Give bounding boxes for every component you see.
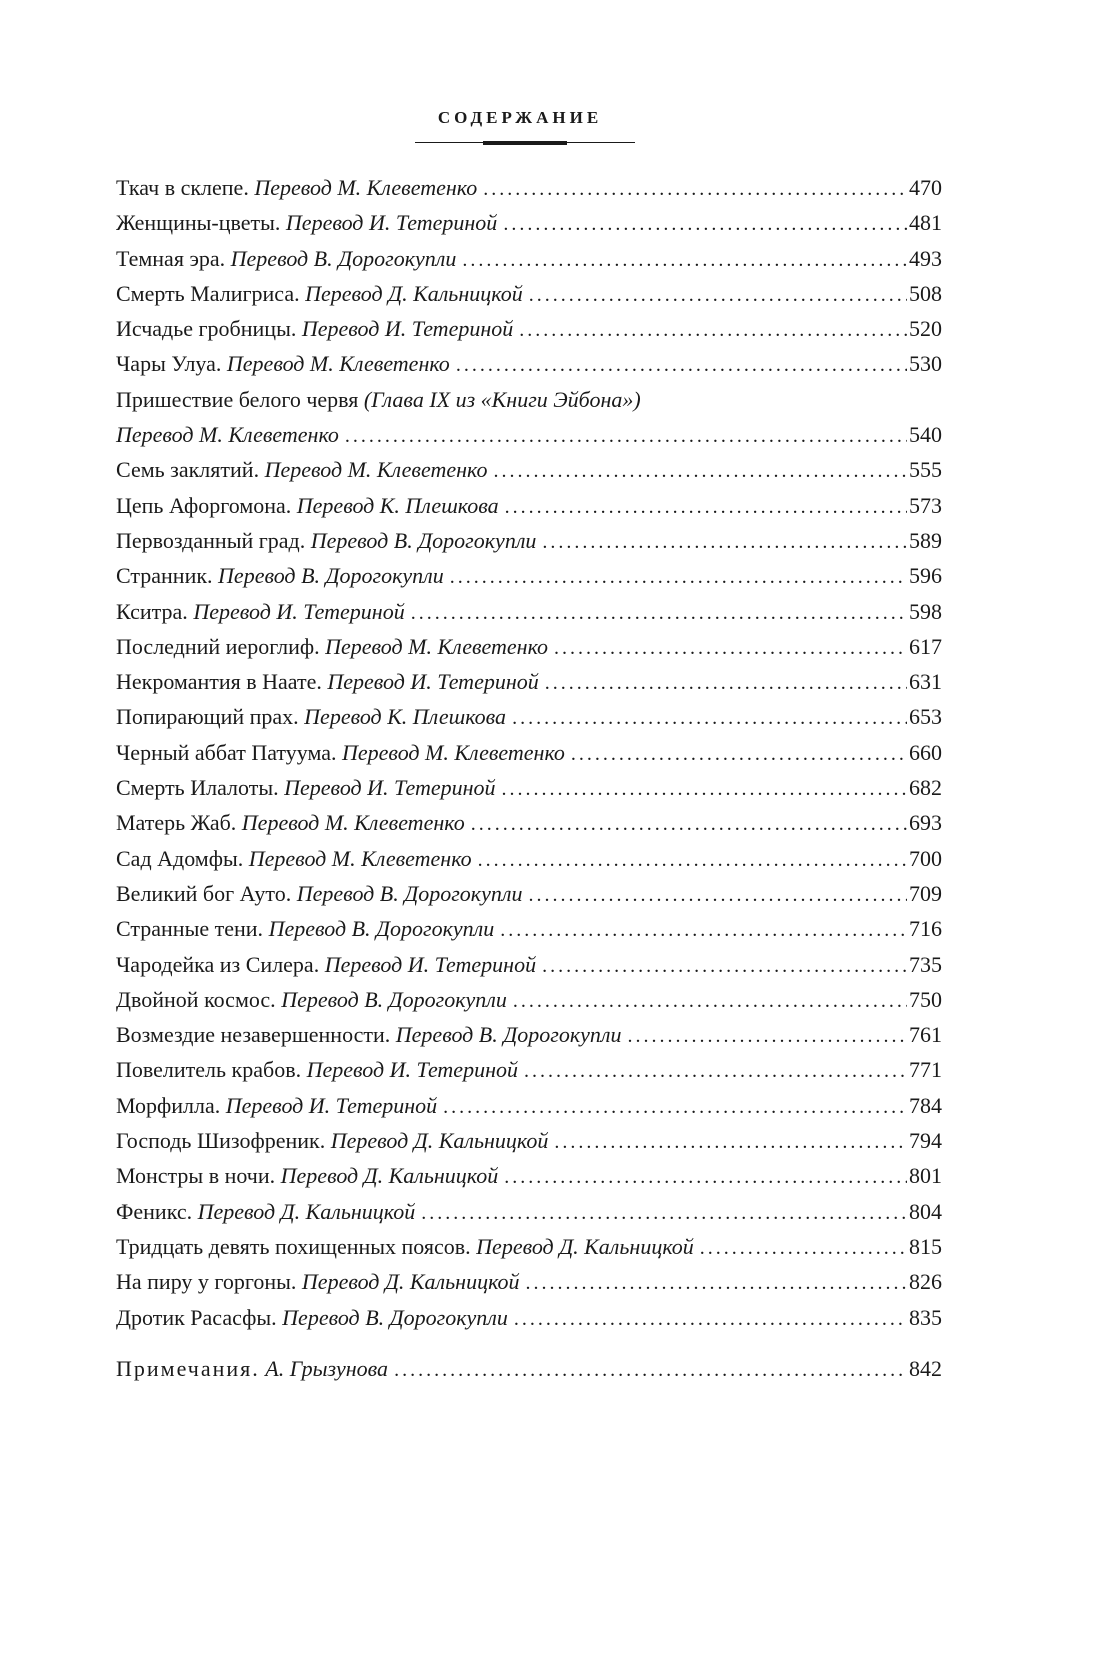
toc-entry: [116, 982, 942, 1017]
toc-entry: [116, 1300, 942, 1335]
dot-leader: [450, 558, 907, 595]
entry-page: 835: [909, 1304, 942, 1330]
entry-page: 693: [909, 810, 942, 836]
entry-title: Смерть Илалоты.: [116, 775, 279, 801]
dot-leader: [514, 1300, 907, 1337]
entry-page: 784: [909, 1092, 942, 1118]
toc-entry: [116, 1088, 942, 1123]
entry-page: 540: [909, 422, 942, 448]
entry-translator: Перевод К. Плешкова: [296, 492, 499, 518]
entry-page: 660: [909, 739, 942, 765]
entry-page: 631: [909, 669, 942, 695]
entry-translator: Перевод И. Тетериной: [193, 598, 405, 624]
entry-title: Монстры в ночи.: [116, 1163, 276, 1189]
entry-title: На пиру у горгоны.: [116, 1269, 297, 1295]
entry-translator: Перевод И. Тетериной: [284, 775, 496, 801]
dot-leader: [700, 1229, 907, 1266]
entry-title: Матерь Жаб.: [116, 810, 237, 836]
toc-entry: [116, 452, 942, 487]
entry-translator: Перевод М. Клеветенко: [116, 422, 339, 448]
dot-leader: [529, 276, 907, 313]
dot-leader: [505, 488, 907, 525]
dot-leader: [462, 241, 907, 278]
dot-leader: [483, 170, 907, 207]
toc-entry-first-line: [116, 382, 942, 417]
entry-page: 750: [909, 986, 942, 1012]
toc-entry-notes: [116, 1351, 942, 1386]
toc-entry: [116, 735, 942, 770]
entry-title: Морфилла.: [116, 1092, 221, 1118]
dot-leader: [627, 1017, 907, 1054]
entry-page: 530: [909, 351, 942, 377]
entry-page: 573: [909, 492, 942, 518]
entry-page: 617: [909, 633, 942, 659]
entry-title: Странные тени.: [116, 916, 264, 942]
toc-entry: [116, 1194, 942, 1229]
entry-page: 481: [909, 210, 942, 236]
entry-translator: Перевод Д. Кальницкой: [280, 1163, 499, 1189]
entry-translator: Перевод В. Дорогокупли: [296, 880, 523, 906]
dot-leader: [542, 947, 907, 984]
entry-translator: Перевод И. Тетериной: [306, 1057, 518, 1083]
entry-translator: Перевод И. Тетериной: [225, 1092, 438, 1118]
entry-translator: Перевод М. Клеветенко: [226, 351, 450, 377]
entry-title: Кситра.: [116, 598, 188, 624]
dot-leader: [528, 876, 907, 913]
entry-title: Повелитель крабов.: [116, 1057, 302, 1083]
dot-leader: [421, 1194, 907, 1231]
dot-leader: [512, 699, 907, 736]
entry-page: 804: [909, 1198, 942, 1224]
toc-entry: [116, 841, 942, 876]
entry-title: Ткач в склепе.: [116, 175, 249, 200]
entry-title: Некромантия в Наате.: [116, 669, 322, 695]
entry-title: Пришествие белого червя: [116, 386, 359, 412]
entry-translator: Перевод Д. Кальницкой: [301, 1269, 520, 1295]
entry-page: 709: [909, 880, 942, 906]
entry-page: 520: [909, 316, 942, 342]
entry-page: 826: [909, 1269, 942, 1295]
toc-list: [116, 170, 942, 1386]
entry-translator: Перевод М. Клеветенко: [264, 457, 488, 483]
dot-leader: [526, 1264, 907, 1301]
entry-page: 555: [909, 457, 942, 483]
dot-leader: [554, 1123, 907, 1160]
toc-entry: [116, 205, 942, 240]
dot-leader: [524, 1052, 907, 1089]
entry-title: Чары Улуа.: [116, 351, 222, 377]
dot-leader: [554, 629, 907, 666]
dot-leader: [542, 523, 907, 560]
dot-leader: [394, 1351, 907, 1388]
dot-leader: [345, 417, 907, 454]
dot-leader: [500, 911, 907, 948]
toc-entry: [116, 276, 942, 311]
entry-translator: Перевод В. Дорогокупли: [230, 245, 457, 271]
notes-author: А. Грызунова: [265, 1355, 389, 1381]
entry-page: 596: [909, 563, 942, 589]
entry-title: Семь заклятий.: [116, 457, 260, 483]
entry-translator: Перевод М. Клеветенко: [325, 633, 549, 659]
toc-entry: [116, 805, 942, 840]
entry-page: 771: [909, 1057, 942, 1083]
dot-leader: [545, 664, 907, 701]
toc-entry: [116, 311, 942, 346]
entry-translator: Перевод Д. Кальницкой: [197, 1198, 416, 1224]
entry-title: Смерть Малигриса.: [116, 280, 300, 306]
entry-translator: Перевод М. Клеветенко: [342, 739, 565, 765]
entry-title: Дротик Расасфы.: [116, 1304, 277, 1330]
entry-translator: Перевод В. Дорогокупли: [281, 986, 507, 1012]
entry-title: Чародейка из Силера.: [116, 951, 320, 977]
entry-translator: Перевод В. Дорогокупли: [282, 1304, 508, 1330]
entry-translator: Перевод В. Дорогокупли: [218, 563, 444, 589]
toc-entry: [116, 876, 942, 911]
entry-translator: Перевод М. Клеветенко: [241, 810, 465, 836]
entry-title: Странник.: [116, 563, 213, 589]
entry-page: 470: [909, 175, 942, 200]
dot-leader: [503, 205, 907, 242]
entry-page: 716: [909, 916, 942, 942]
entry-title: Последний иероглиф.: [116, 633, 320, 659]
dot-leader: [571, 735, 907, 772]
entry-page: 589: [909, 527, 942, 553]
entry-title: Двойной космос.: [116, 986, 276, 1012]
toc-entry: [116, 241, 942, 276]
entry-page: 598: [909, 598, 942, 624]
toc-entry: [116, 699, 942, 734]
toc-entry: [116, 664, 942, 699]
dot-leader: [502, 770, 907, 807]
entry-title: Женщины-цветы.: [116, 210, 281, 236]
toc-entry: [116, 1158, 942, 1193]
entry-title: Сад Адомфы.: [116, 845, 244, 871]
toc-entry: [116, 594, 942, 629]
entry-title: Темная эра.: [116, 245, 226, 271]
toc-entry: [116, 1123, 942, 1158]
entry-translator: Перевод В. Дорогокупли: [395, 1022, 622, 1048]
entry-page: 794: [909, 1128, 942, 1154]
entry-translator: Перевод И. Тетериной: [327, 669, 539, 695]
entry-translator: Перевод Д. Кальницкой: [476, 1233, 694, 1259]
entry-title: Феникс.: [116, 1198, 193, 1224]
entry-page: 508: [909, 280, 942, 306]
entry-translator: Перевод К. Плешкова: [304, 704, 507, 730]
entry-translator: Перевод Д. Кальницкой: [305, 280, 523, 306]
dot-leader: [493, 452, 907, 489]
toc-entry: [116, 558, 942, 593]
toc-entry: [116, 1264, 942, 1299]
toc-entry: [116, 346, 942, 381]
page-heading: СОДЕРЖАНИЕ: [437, 108, 603, 127]
entry-translator: Перевод И. Тетериной: [301, 316, 514, 342]
notes-page: 842: [909, 1355, 942, 1381]
entry-title: Тридцать девять похищенных поясов.: [116, 1233, 471, 1259]
entry-title: Попирающий прах.: [116, 704, 299, 730]
entry-subtitle: (Глава IX из «Книги Эйбона»): [363, 386, 641, 412]
entry-page: 761: [909, 1022, 942, 1048]
entry-page: 700: [909, 845, 942, 871]
toc-entry: [116, 488, 942, 523]
entry-title: Великий бог Ауто.: [116, 880, 292, 906]
entry-translator: Перевод М. Клеветенко: [254, 175, 478, 200]
dot-leader: [411, 594, 907, 631]
entry-translator: Перевод И. Тетериной: [324, 951, 537, 977]
entry-title: Исчадье гробницы.: [116, 316, 297, 342]
dot-leader: [504, 1158, 907, 1195]
entry-page: 801: [909, 1163, 942, 1189]
entry-title: Черный аббат Патуума.: [116, 739, 337, 765]
entry-title: Господь Шизофреник.: [116, 1128, 326, 1154]
toc-entry: [116, 1052, 942, 1087]
entry-page: 815: [909, 1233, 942, 1259]
toc-entry: [116, 629, 942, 664]
toc-entry: [116, 1229, 942, 1264]
entry-page: 653: [909, 704, 942, 730]
entry-title: Первозданный град.: [116, 527, 306, 553]
heading-rule-accent: [483, 141, 567, 145]
toc-entry: [116, 911, 942, 946]
dot-leader: [471, 805, 907, 842]
dot-leader: [478, 841, 907, 878]
toc-entry: [116, 947, 942, 982]
entry-page: 682: [909, 775, 942, 801]
toc-entry: [116, 170, 942, 205]
dot-leader: [456, 346, 907, 383]
entry-translator: Перевод В. Дорогокупли: [268, 916, 495, 942]
entry-page: 493: [909, 245, 942, 271]
entry-page: 735: [909, 951, 942, 977]
notes-title: Примечания.: [116, 1355, 260, 1381]
toc-entry: [116, 523, 942, 558]
dot-leader: [519, 311, 907, 348]
entry-translator: Перевод И. Тетериной: [285, 210, 498, 236]
toc-entry: [116, 1017, 942, 1052]
entry-translator: Перевод В. Дорогокупли: [310, 527, 537, 553]
dot-leader: [513, 982, 907, 1019]
entry-title: Цепь Афоргомона.: [116, 492, 292, 518]
dot-leader: [443, 1088, 907, 1125]
entry-translator: Перевод Д. Кальницкой: [330, 1128, 549, 1154]
toc-entry: [116, 417, 942, 452]
entry-translator: Перевод М. Клеветенко: [248, 845, 472, 871]
entry-title: Возмездие незавершенности.: [116, 1022, 391, 1048]
toc-entry: [116, 770, 942, 805]
